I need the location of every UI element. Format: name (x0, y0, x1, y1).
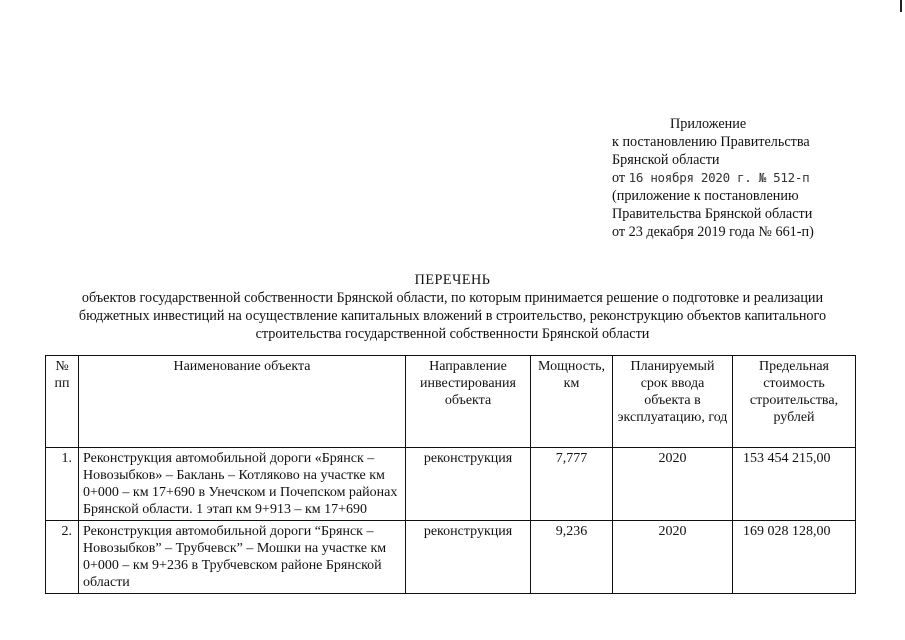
table-header-row (46, 356, 856, 448)
row-term: 2020 (613, 521, 733, 594)
appendix-date-value: 16 ноября 2020 г. № 512-п (628, 170, 810, 185)
appendix-title: Приложение (670, 116, 747, 132)
row-direction: реконструкция (406, 448, 531, 521)
heading-line-1: объектов государственной собственности Брянской области, по которым принимается решение о подготовке и реализации (81, 290, 824, 306)
appendix-line-5: Правительства Брянской области (612, 206, 813, 222)
heading-line-2: бюджетных инвестиций на осуществление капитальных вложений в строительство, реконструкцию объектов капитального (78, 308, 827, 324)
row-name: Реконструкция автомобильной дороги «Брянск – Новозыбков» – Баклань – Котляково на участке км 0+000 – км 17+690 в Унечском и Почепском районах Брянской области. 1 этап км 9+913 – км 17+690 (79, 448, 406, 521)
header-name: Наименование объекта (79, 356, 406, 448)
row-capacity: 9,236 (531, 521, 613, 594)
appendix-block (612, 115, 897, 241)
row-cost: 153 454 215,00 (733, 448, 856, 521)
appendix-date-line (612, 169, 897, 187)
appendix-line-2: Брянской области (612, 152, 720, 168)
header-direction: Направление инвестирования объекта (406, 356, 531, 448)
document-heading (20, 271, 885, 343)
row-name: Реконструкция автомобильной дороги “Брянск – Новозыбков” – Трубчевск” – Мошки на участке км 0+000 – км 9+236 в Трубчевском районе Брянской области (79, 521, 406, 594)
scan-edge-mark (900, 0, 902, 12)
appendix-line-1: к постановлению Правительства (612, 134, 810, 150)
table-row (46, 448, 856, 521)
appendix-line-6: от 23 декабря 2019 года № 661-п) (612, 224, 814, 240)
row-cost: 169 028 128,00 (733, 521, 856, 594)
heading-line-3: строительства государственной собственности Брянской области (255, 326, 650, 342)
objects-table (45, 355, 856, 594)
row-term: 2020 (613, 448, 733, 521)
table-row (46, 521, 856, 594)
row-capacity: 7,777 (531, 448, 613, 521)
appendix-date-prefix: от (612, 170, 626, 186)
appendix-line-4: (приложение к постановлению (612, 188, 799, 204)
row-num: 2. (46, 521, 79, 594)
row-num: 1. (46, 448, 79, 521)
header-capacity: Мощность, км (531, 356, 613, 448)
header-num: № пп (46, 356, 79, 448)
document-title: ПЕРЕЧЕНЬ (414, 272, 491, 288)
header-term: Планируемый срок ввода объекта в эксплуатацию, год (613, 356, 733, 448)
row-direction: реконструкция (406, 521, 531, 594)
header-cost: Предельная стоимость строительства, рублей (733, 356, 856, 448)
